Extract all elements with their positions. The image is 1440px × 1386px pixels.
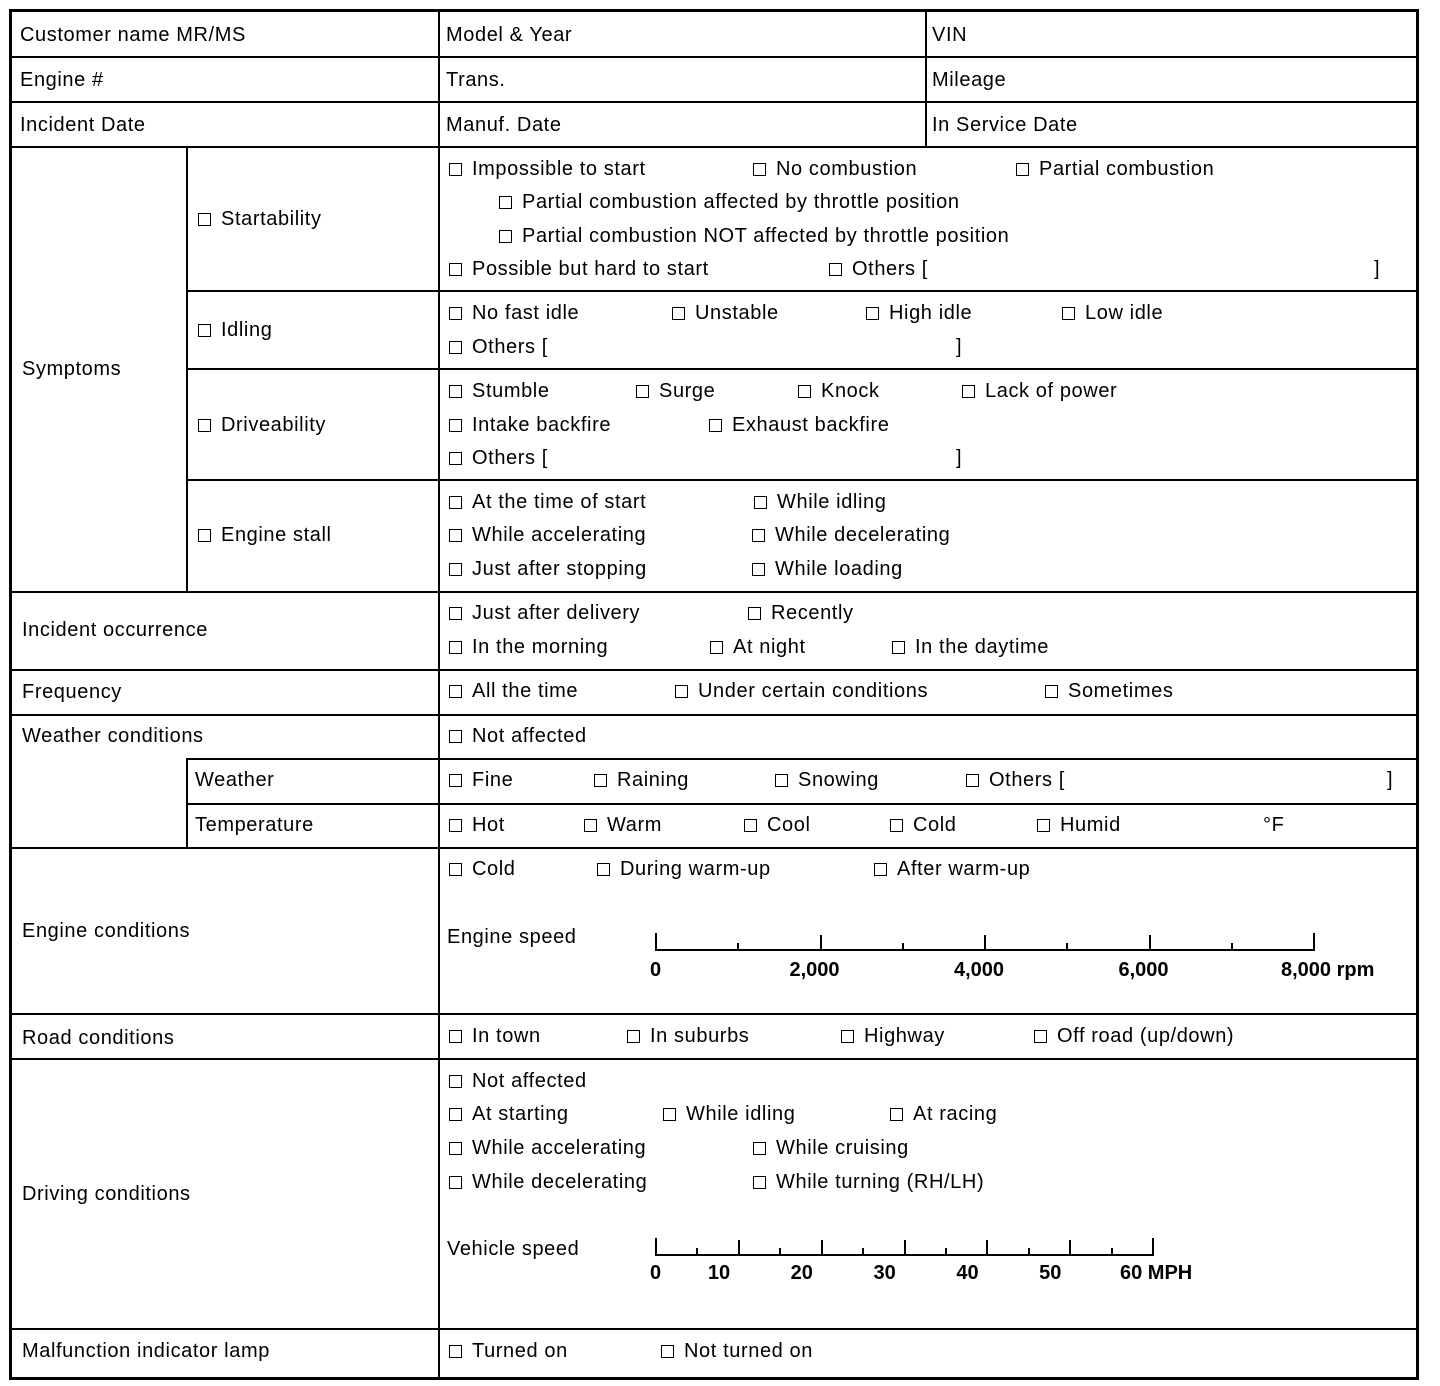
scale-tick bbox=[1152, 1238, 1154, 1256]
option-label: All the time bbox=[472, 680, 579, 702]
checkbox-icon bbox=[753, 163, 766, 176]
checkbox-option[interactable] bbox=[449, 157, 646, 181]
checkbox-icon bbox=[1016, 163, 1029, 176]
checkbox-icon bbox=[874, 863, 887, 876]
road-conditions-label: Road conditions bbox=[22, 1027, 175, 1049]
checkbox-icon bbox=[449, 163, 462, 176]
checkbox-icon bbox=[1062, 307, 1075, 320]
bracket-close: ] bbox=[956, 447, 963, 469]
bracket-close: ] bbox=[1374, 258, 1381, 280]
checkbox-option[interactable] bbox=[1016, 157, 1214, 181]
checkbox-icon bbox=[449, 1176, 462, 1189]
checkbox-option[interactable] bbox=[584, 813, 662, 837]
checkbox-icon bbox=[449, 452, 462, 465]
checkbox-icon bbox=[449, 730, 462, 743]
divider bbox=[10, 714, 1418, 716]
option-label: Low idle bbox=[1085, 302, 1164, 324]
option-label: In the daytime bbox=[915, 636, 1050, 658]
checkbox-icon bbox=[198, 213, 211, 226]
option-label: Impossible to start bbox=[472, 158, 646, 180]
checkbox-icon bbox=[499, 196, 512, 209]
scale-tick-label: 40 bbox=[956, 1262, 979, 1284]
checkbox-icon bbox=[966, 774, 979, 787]
label: Driveability bbox=[221, 414, 327, 436]
checkbox-icon bbox=[449, 819, 462, 832]
option-label: Off road (up/down) bbox=[1057, 1025, 1235, 1047]
option-label: While loading bbox=[775, 558, 903, 580]
scale-tick bbox=[862, 1248, 864, 1256]
scale-tick bbox=[984, 935, 986, 951]
checkbox-option[interactable] bbox=[892, 635, 1049, 659]
checkbox-option[interactable] bbox=[866, 301, 972, 325]
scale-tick bbox=[1111, 1248, 1113, 1256]
checkbox-icon bbox=[661, 1345, 674, 1358]
checkbox-option[interactable] bbox=[499, 190, 960, 214]
scale-tick-label: 50 bbox=[1039, 1262, 1062, 1284]
bracket-close: ] bbox=[956, 336, 963, 358]
checkbox-icon bbox=[594, 774, 607, 787]
checkbox-option[interactable] bbox=[449, 490, 646, 514]
scale-tick bbox=[945, 1248, 947, 1256]
divider bbox=[186, 479, 1418, 481]
option-label: Not affected bbox=[472, 725, 587, 747]
mileage-field[interactable]: Mileage bbox=[932, 69, 1007, 91]
divider bbox=[186, 758, 1418, 760]
option-label: Partial combustion affected by throttle position bbox=[522, 191, 960, 213]
checkbox-option[interactable] bbox=[709, 413, 889, 437]
checkbox-option[interactable] bbox=[675, 679, 928, 703]
option-label: At racing bbox=[913, 1103, 998, 1125]
checkbox-option[interactable] bbox=[449, 379, 550, 403]
divider bbox=[10, 1013, 1418, 1015]
option-label: Cool bbox=[767, 814, 811, 836]
checkbox-option[interactable] bbox=[449, 523, 646, 547]
option-label: High idle bbox=[889, 302, 973, 324]
divider bbox=[10, 101, 1418, 103]
option-label: While accelerating bbox=[472, 524, 647, 546]
symptoms-label: Symptoms bbox=[22, 358, 122, 380]
checkbox-icon bbox=[597, 863, 610, 876]
checkbox-option[interactable] bbox=[449, 557, 647, 581]
checkbox-icon bbox=[584, 819, 597, 832]
checkbox-icon bbox=[675, 685, 688, 698]
checkbox-icon bbox=[841, 1030, 854, 1043]
checkbox-option[interactable] bbox=[841, 1024, 945, 1048]
checkbox-icon bbox=[449, 1108, 462, 1121]
divider bbox=[10, 146, 1418, 148]
divider bbox=[186, 146, 188, 591]
divider bbox=[10, 1058, 1418, 1060]
checkbox-option[interactable] bbox=[753, 1136, 909, 1160]
checkbox-option[interactable] bbox=[753, 157, 917, 181]
option-label: In the morning bbox=[472, 636, 609, 658]
checkbox-option[interactable] bbox=[449, 257, 709, 281]
checkbox-option[interactable] bbox=[449, 1069, 587, 1093]
checkbox-option[interactable] bbox=[449, 1339, 568, 1363]
option-label: Just after stopping bbox=[472, 558, 647, 580]
checkbox-icon bbox=[748, 607, 761, 620]
checkbox-icon bbox=[449, 1075, 462, 1088]
option-label: Snowing bbox=[798, 769, 879, 791]
option-label: Possible but hard to start bbox=[472, 258, 709, 280]
checkbox-icon bbox=[449, 263, 462, 276]
checkbox-icon bbox=[449, 685, 462, 698]
divider bbox=[186, 290, 1418, 292]
option-label: Intake backfire bbox=[472, 414, 612, 436]
option-label: While cruising bbox=[776, 1137, 909, 1159]
checkbox-icon bbox=[744, 819, 757, 832]
border-left bbox=[9, 9, 12, 1380]
option-label: Cold bbox=[913, 814, 957, 836]
scale-tick bbox=[738, 1240, 740, 1256]
option-label: Humid bbox=[1060, 814, 1121, 836]
scale-tick-label: 4,000 bbox=[954, 959, 1005, 981]
checkbox-idling[interactable] bbox=[198, 318, 272, 342]
checkbox-icon bbox=[449, 419, 462, 432]
option-label: Others [ bbox=[852, 258, 928, 280]
checkbox-icon bbox=[663, 1108, 676, 1121]
option-label: Not affected bbox=[472, 1070, 587, 1092]
scale-tick bbox=[1149, 935, 1151, 951]
scale-tick-label: 2,000 bbox=[789, 959, 840, 981]
driving-conditions-label: Driving conditions bbox=[22, 1183, 191, 1205]
checkbox-option[interactable] bbox=[449, 768, 513, 792]
scale-tick bbox=[696, 1248, 698, 1256]
checkbox-option[interactable] bbox=[449, 857, 516, 881]
in-service-date-field[interactable]: In Service Date bbox=[932, 114, 1078, 136]
checkbox-icon bbox=[449, 529, 462, 542]
option-label: During warm-up bbox=[620, 858, 771, 880]
checkbox-icon bbox=[753, 1176, 766, 1189]
scale-tick bbox=[904, 1240, 906, 1256]
checkbox-icon bbox=[710, 641, 723, 654]
option-label: Raining bbox=[617, 769, 690, 791]
border-right bbox=[1416, 9, 1419, 1380]
option-label: Partial combustion NOT affected by throttle position bbox=[522, 225, 1010, 247]
checkbox-icon bbox=[752, 529, 765, 542]
checkbox-icon bbox=[198, 529, 211, 542]
checkbox-icon bbox=[829, 263, 842, 276]
checkbox-icon bbox=[892, 641, 905, 654]
option-label: Cold bbox=[472, 858, 516, 880]
scale-tick-label: 10 bbox=[707, 1262, 731, 1284]
engine-speed-label: Engine speed bbox=[447, 926, 577, 948]
checkbox-option[interactable] bbox=[744, 813, 811, 837]
scale-tick bbox=[1069, 1240, 1071, 1256]
divider bbox=[10, 56, 1418, 58]
checkbox-option[interactable] bbox=[449, 446, 548, 470]
divider bbox=[438, 10, 440, 1378]
checkbox-option[interactable] bbox=[1062, 301, 1163, 325]
option-label: Recently bbox=[771, 602, 854, 624]
border-bottom bbox=[10, 1377, 1419, 1380]
checkbox-option[interactable] bbox=[752, 523, 950, 547]
scale-tick-label: 20 bbox=[790, 1262, 813, 1284]
checkbox-icon bbox=[1045, 685, 1058, 698]
temperature-unit: °F bbox=[1263, 814, 1285, 836]
checkbox-engine-stall[interactable] bbox=[198, 523, 332, 547]
scale-tick bbox=[821, 1240, 823, 1256]
checkbox-icon bbox=[866, 307, 879, 320]
checkbox-option[interactable] bbox=[1034, 1024, 1234, 1048]
scale-tick-label: 0 bbox=[650, 959, 662, 981]
checkbox-option[interactable] bbox=[661, 1339, 813, 1363]
option-label: Fine bbox=[472, 769, 514, 791]
scale-tick-label: 60 MPH bbox=[1120, 1262, 1193, 1284]
checkbox-option[interactable] bbox=[874, 857, 1030, 881]
option-label: Others [ bbox=[472, 447, 548, 469]
checkbox-option[interactable] bbox=[962, 379, 1117, 403]
checkbox-icon bbox=[198, 419, 211, 432]
scale-tick bbox=[1066, 943, 1068, 951]
customer-name-field[interactable]: Customer name MR/MS bbox=[20, 24, 246, 46]
scale-tick bbox=[1313, 933, 1315, 951]
option-label: Stumble bbox=[472, 380, 550, 402]
checkbox-option[interactable] bbox=[753, 1170, 984, 1194]
scale-tick bbox=[779, 1248, 781, 1256]
checkbox-option[interactable] bbox=[775, 768, 879, 792]
frequency-label: Frequency bbox=[22, 681, 122, 703]
option-label: While idling bbox=[777, 491, 887, 513]
checkbox-option[interactable] bbox=[449, 1102, 569, 1126]
divider bbox=[186, 803, 1418, 805]
checkbox-option[interactable] bbox=[449, 1024, 541, 1048]
checkbox-icon bbox=[962, 385, 975, 398]
checkbox-option[interactable] bbox=[636, 379, 715, 403]
checkbox-icon bbox=[449, 863, 462, 876]
divider bbox=[186, 758, 188, 847]
option-label: At starting bbox=[472, 1103, 569, 1125]
scale-tick-label: 30 bbox=[873, 1262, 896, 1284]
checkbox-icon bbox=[449, 1142, 462, 1155]
scale-tick-label: 8,000 rpm bbox=[1281, 959, 1375, 981]
checkbox-icon bbox=[627, 1030, 640, 1043]
checkbox-icon bbox=[752, 563, 765, 576]
checkbox-icon bbox=[890, 1108, 903, 1121]
option-label: While idling bbox=[686, 1103, 796, 1125]
checkbox-icon bbox=[449, 341, 462, 354]
scale-tick-label: 0 bbox=[650, 1262, 662, 1284]
checkbox-icon bbox=[449, 641, 462, 654]
option-label: Lack of power bbox=[985, 380, 1118, 402]
checkbox-icon bbox=[890, 819, 903, 832]
checkbox-option[interactable] bbox=[890, 813, 957, 837]
scale-tick bbox=[1231, 943, 1233, 951]
incident-occurrence-label: Incident occurrence bbox=[22, 619, 208, 641]
checkbox-option[interactable] bbox=[748, 601, 854, 625]
checkbox-option[interactable] bbox=[449, 1170, 647, 1194]
option-label: While decelerating bbox=[775, 524, 951, 546]
checkbox-icon bbox=[798, 385, 811, 398]
scale-tick-label: 6,000 bbox=[1118, 959, 1169, 981]
checkbox-option[interactable] bbox=[594, 768, 689, 792]
option-label: While turning (RH/LH) bbox=[776, 1171, 985, 1193]
checkbox-icon bbox=[499, 230, 512, 243]
option-label: In town bbox=[472, 1025, 541, 1047]
checkbox-icon bbox=[636, 385, 649, 398]
option-label: In suburbs bbox=[650, 1025, 750, 1047]
checkbox-option[interactable] bbox=[449, 635, 608, 659]
divider bbox=[925, 10, 927, 146]
checkbox-option[interactable] bbox=[829, 257, 928, 281]
checkbox-option[interactable] bbox=[449, 301, 579, 325]
checkbox-option[interactable] bbox=[1037, 813, 1121, 837]
option-label: Others [ bbox=[472, 336, 548, 358]
checkbox-icon bbox=[1037, 819, 1050, 832]
option-label: While decelerating bbox=[472, 1171, 648, 1193]
manuf-date-field[interactable]: Manuf. Date bbox=[446, 114, 562, 136]
trans-field[interactable]: Trans. bbox=[446, 69, 506, 91]
scale-tick bbox=[902, 943, 904, 951]
option-label: Others [ bbox=[989, 769, 1065, 791]
scale-tick bbox=[986, 1240, 988, 1256]
divider bbox=[186, 368, 1418, 370]
option-label: No combustion bbox=[776, 158, 918, 180]
incident-date-field[interactable]: Incident Date bbox=[20, 114, 146, 136]
checkbox-option[interactable] bbox=[966, 768, 1065, 792]
option-label: While accelerating bbox=[472, 1137, 647, 1159]
checkbox-option[interactable] bbox=[752, 557, 903, 581]
divider bbox=[10, 669, 1418, 671]
checkbox-icon bbox=[754, 496, 767, 509]
bracket-close: ] bbox=[1387, 769, 1394, 791]
checkbox-icon bbox=[449, 1345, 462, 1358]
weather-label: Weather bbox=[195, 769, 275, 791]
option-label: Under certain conditions bbox=[698, 680, 929, 702]
checkbox-option[interactable] bbox=[798, 379, 880, 403]
checkbox-option[interactable] bbox=[663, 1102, 795, 1126]
model-year-field[interactable]: Model & Year bbox=[446, 24, 573, 46]
option-label: Not turned on bbox=[684, 1340, 813, 1362]
checkbox-option[interactable] bbox=[449, 679, 578, 703]
option-label: Unstable bbox=[695, 302, 779, 324]
scale-tick bbox=[737, 943, 739, 951]
option-label: At the time of start bbox=[472, 491, 647, 513]
checkbox-icon bbox=[672, 307, 685, 320]
checkbox-icon bbox=[709, 419, 722, 432]
option-label: No fast idle bbox=[472, 302, 580, 324]
scale-tick bbox=[820, 935, 822, 951]
checkbox-icon bbox=[449, 774, 462, 787]
temperature-label: Temperature bbox=[195, 814, 314, 836]
border-top bbox=[10, 9, 1419, 12]
option-label: Just after delivery bbox=[472, 602, 641, 624]
mil-label: Malfunction indicator lamp bbox=[22, 1340, 270, 1362]
engine-number-field[interactable]: Engine # bbox=[20, 69, 104, 91]
engine-conditions-label: Engine conditions bbox=[22, 920, 191, 942]
divider bbox=[10, 847, 1418, 849]
checkbox-icon bbox=[449, 607, 462, 620]
label: Startability bbox=[221, 208, 322, 230]
checkbox-option[interactable] bbox=[449, 1136, 646, 1160]
checkbox-startability[interactable] bbox=[198, 207, 322, 231]
checkbox-icon bbox=[775, 774, 788, 787]
weather-conditions-label: Weather conditions bbox=[22, 725, 204, 747]
checkbox-option[interactable] bbox=[754, 490, 886, 514]
scale-tick bbox=[1028, 1248, 1030, 1256]
option-label: Exhaust backfire bbox=[732, 414, 890, 436]
checkbox-icon bbox=[449, 496, 462, 509]
checkbox-option[interactable] bbox=[627, 1024, 749, 1048]
checkbox-option[interactable] bbox=[449, 601, 640, 625]
option-label: Knock bbox=[821, 380, 880, 402]
option-label: Sometimes bbox=[1068, 680, 1174, 702]
checkbox-icon bbox=[198, 324, 211, 337]
checkbox-option[interactable] bbox=[710, 635, 806, 659]
vin-field[interactable]: VIN bbox=[932, 24, 968, 46]
checkbox-icon bbox=[449, 307, 462, 320]
label: Idling bbox=[221, 319, 273, 341]
checkbox-option[interactable] bbox=[597, 857, 771, 881]
checkbox-icon bbox=[753, 1142, 766, 1155]
option-label: Turned on bbox=[472, 1340, 568, 1362]
checkbox-icon bbox=[449, 385, 462, 398]
checkbox-icon bbox=[449, 563, 462, 576]
checkbox-option[interactable] bbox=[449, 335, 548, 359]
option-label: At night bbox=[733, 636, 806, 658]
option-label: Surge bbox=[659, 380, 716, 402]
scale-tick bbox=[655, 1238, 657, 1256]
vehicle-speed-label: Vehicle speed bbox=[447, 1238, 580, 1260]
checkbox-option[interactable] bbox=[1045, 679, 1173, 703]
option-label: Hot bbox=[472, 814, 505, 836]
checkbox-option[interactable] bbox=[890, 1102, 997, 1126]
divider bbox=[10, 591, 1418, 593]
checkbox-icon bbox=[449, 1030, 462, 1043]
checkbox-option[interactable] bbox=[449, 413, 611, 437]
checkbox-option[interactable] bbox=[672, 301, 779, 325]
checkbox-option[interactable] bbox=[449, 724, 587, 748]
option-label: Highway bbox=[864, 1025, 945, 1047]
label: Engine stall bbox=[221, 524, 332, 546]
checkbox-icon bbox=[1034, 1030, 1047, 1043]
scale-tick bbox=[655, 933, 657, 951]
checkbox-driveability[interactable] bbox=[198, 413, 326, 437]
divider bbox=[10, 1328, 1418, 1330]
option-label: After warm-up bbox=[897, 858, 1031, 880]
option-label: Partial combustion bbox=[1039, 158, 1215, 180]
checkbox-option[interactable] bbox=[499, 224, 1009, 248]
option-label: Warm bbox=[607, 814, 662, 836]
checkbox-option[interactable] bbox=[449, 813, 505, 837]
